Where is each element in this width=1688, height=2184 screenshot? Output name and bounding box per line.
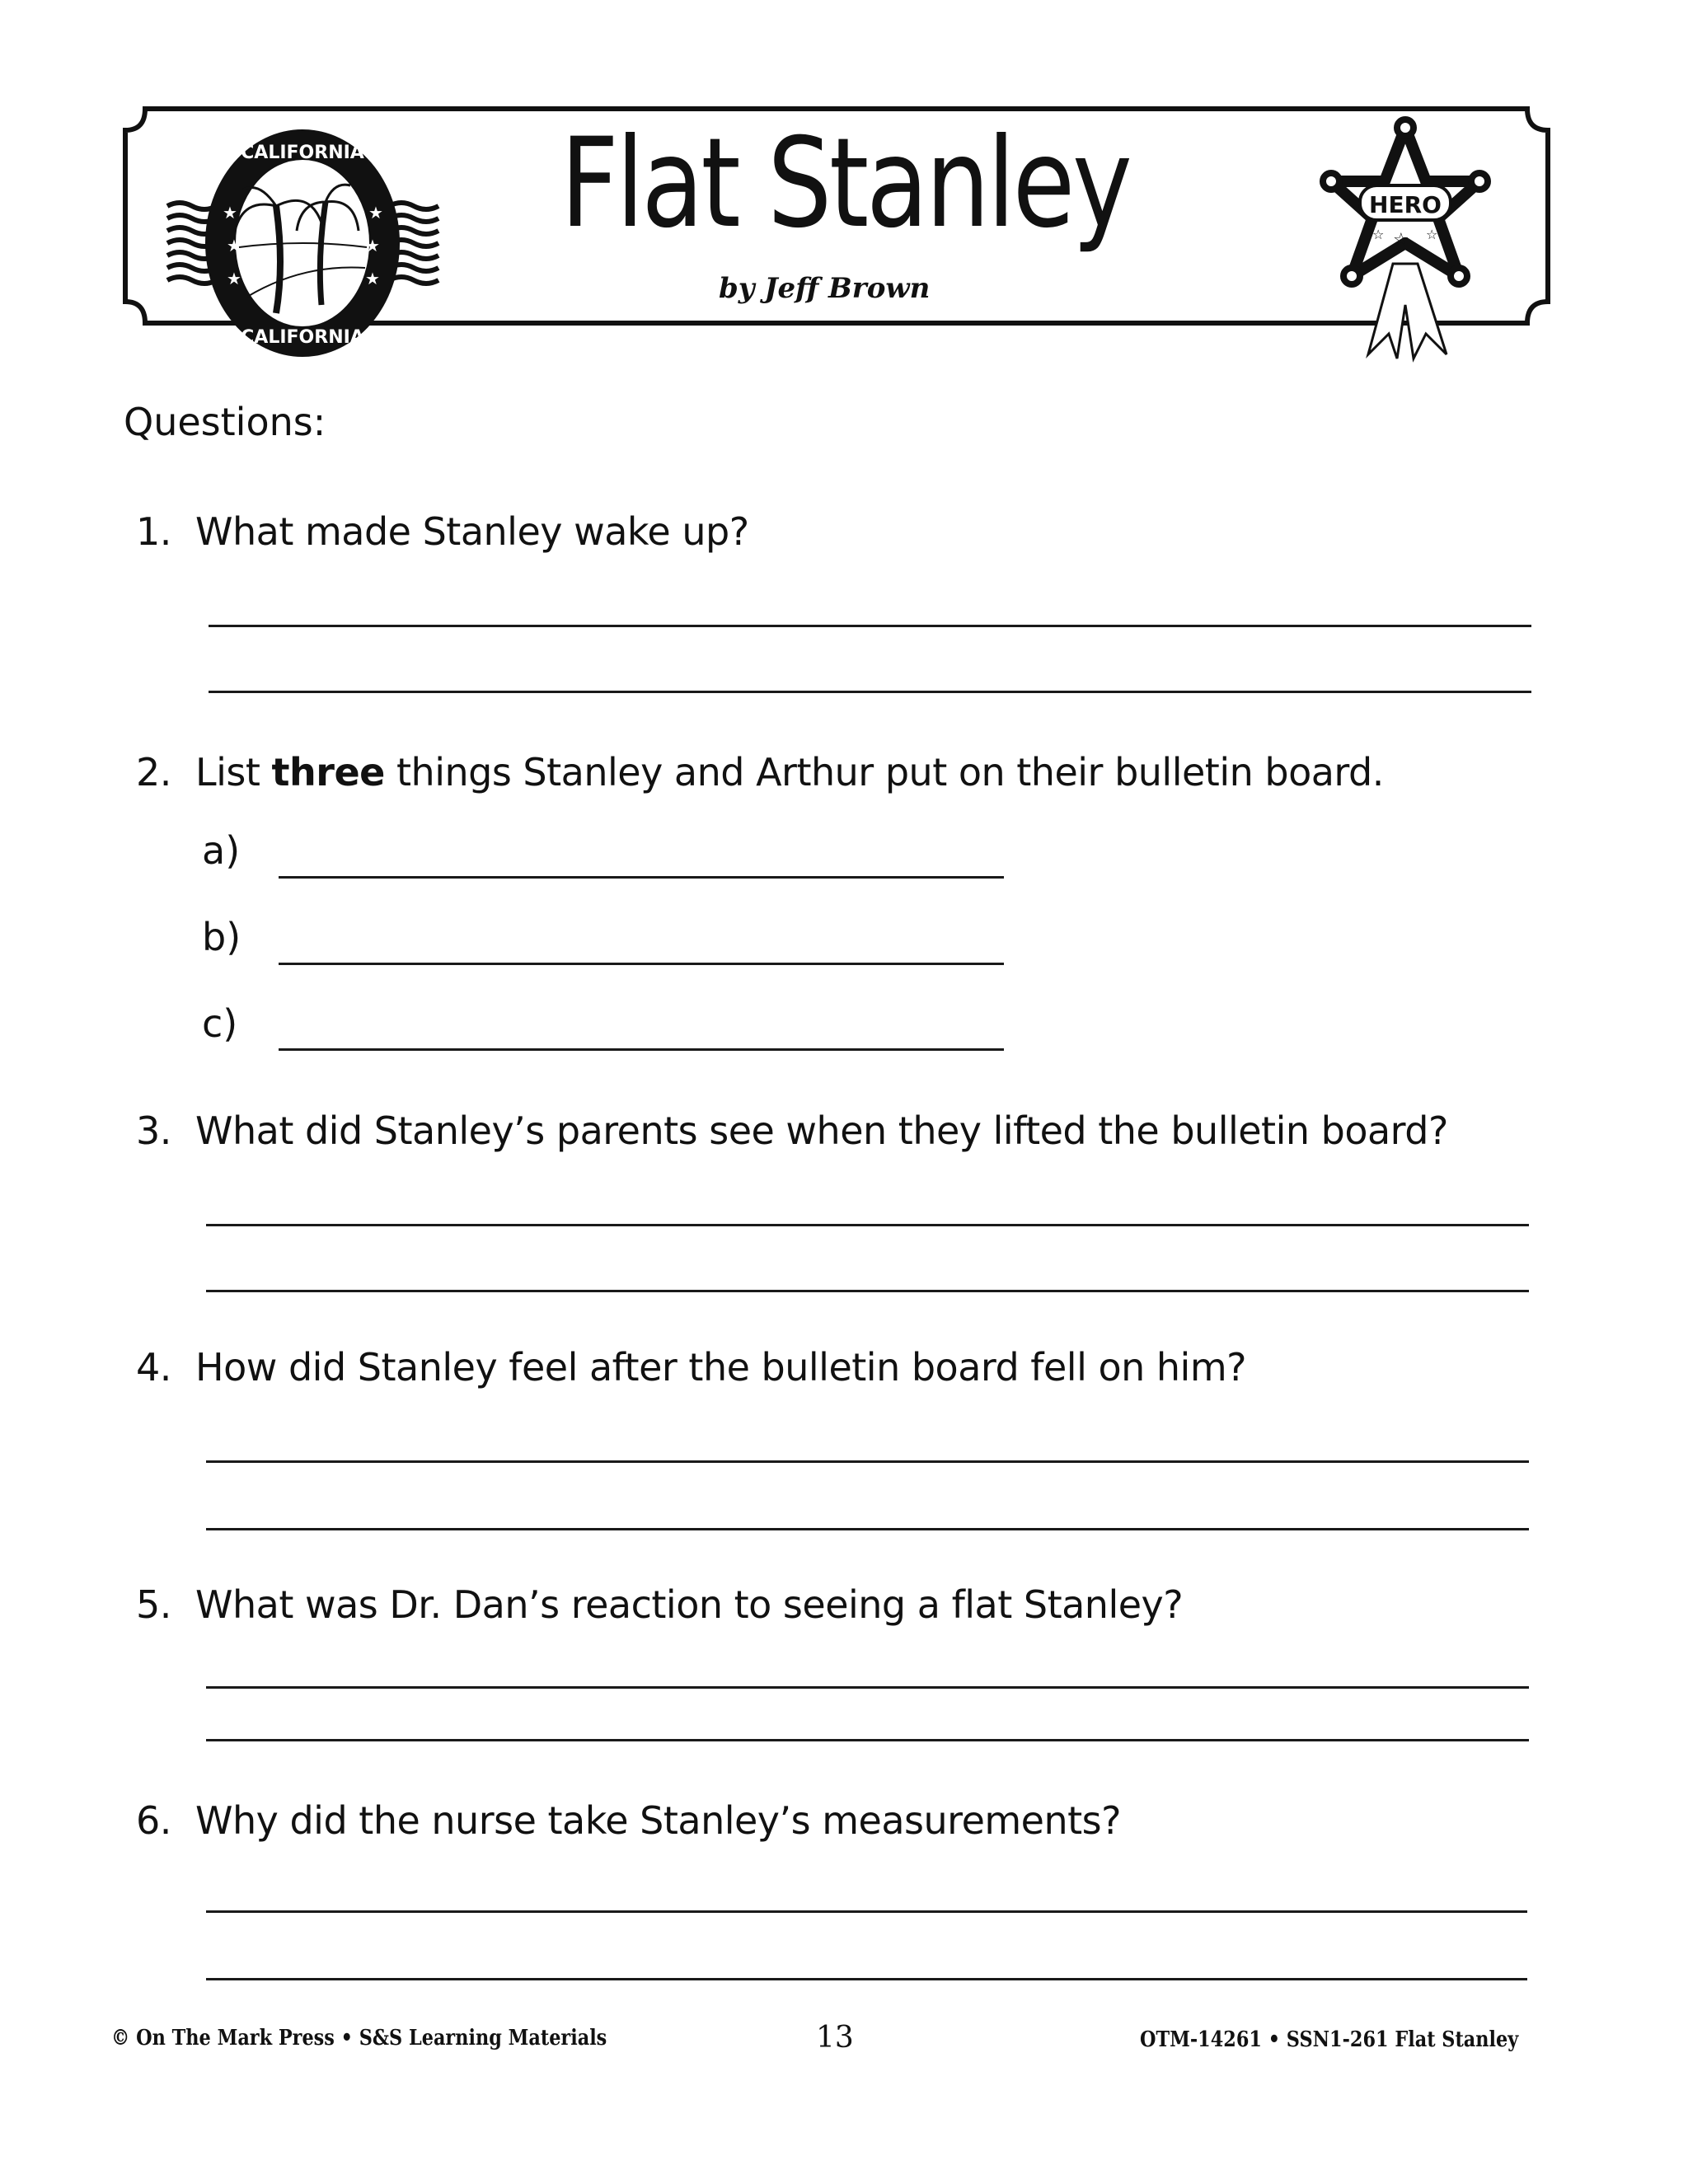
answer-line[interactable] — [209, 691, 1531, 693]
sub-item-label: a) — [202, 828, 241, 873]
svg-text:★: ★ — [227, 236, 241, 255]
svg-text:★: ★ — [227, 269, 241, 288]
question-1: 1. What made Stanley wake up? — [136, 509, 749, 554]
answer-line[interactable] — [206, 1460, 1529, 1463]
answer-line[interactable] — [209, 625, 1531, 627]
page-number: 13 — [816, 2021, 854, 2055]
answer-line[interactable] — [206, 1686, 1529, 1689]
sub-item-label: b) — [202, 915, 241, 959]
svg-text:★: ★ — [365, 269, 380, 288]
svg-text:★: ★ — [365, 236, 380, 255]
footer-copyright: © On The Mark Press • S&S Learning Materials — [111, 2026, 607, 2050]
answer-line[interactable] — [206, 1739, 1529, 1741]
svg-text:☆: ☆ — [1426, 227, 1438, 242]
answer-line[interactable] — [206, 1910, 1527, 1913]
sub-item-label: c) — [202, 1001, 238, 1046]
answer-line[interactable] — [206, 1290, 1529, 1292]
page-title: Flat Stanley — [560, 112, 1130, 255]
answer-line[interactable] — [206, 1224, 1529, 1226]
question-6: 6. Why did the nurse take Stanley’s measurements? — [136, 1798, 1122, 1843]
seal-bottom-text: CALIFORNIA — [241, 327, 364, 348]
question-4: 4. How did Stanley feel after the bulletin board fell on him? — [136, 1345, 1247, 1390]
hero-badge-icon — [1311, 115, 1500, 371]
california-seal-icon — [161, 124, 445, 363]
svg-text:★: ★ — [368, 203, 383, 223]
svg-text:★: ★ — [223, 203, 237, 223]
svg-text:☆: ☆ — [1393, 230, 1409, 251]
answer-line[interactable] — [279, 1048, 1004, 1051]
question-3: 3. What did Stanley’s parents see when they lifted the bulletin board? — [136, 1108, 1448, 1153]
svg-text:☆: ☆ — [1372, 227, 1385, 242]
badge-text: HERO — [1369, 191, 1442, 218]
answer-line[interactable] — [206, 1978, 1527, 1980]
seal-top-text: CALIFORNIA — [241, 143, 364, 163]
answer-line[interactable] — [279, 876, 1004, 879]
answer-line[interactable] — [279, 963, 1004, 965]
answer-line[interactable] — [206, 1528, 1529, 1530]
footer-product-code: OTM-14261 • SSN1-261 Flat Stanley — [1140, 2027, 1519, 2052]
questions-heading: Questions: — [124, 400, 326, 444]
question-2: 2. List three things Stanley and Arthur put on their bulletin board. — [136, 750, 1384, 794]
question-5: 5. What was Dr. Dan’s reaction to seeing a flat Stanley? — [136, 1582, 1184, 1627]
author-byline: by Jeff Brown — [719, 272, 931, 305]
